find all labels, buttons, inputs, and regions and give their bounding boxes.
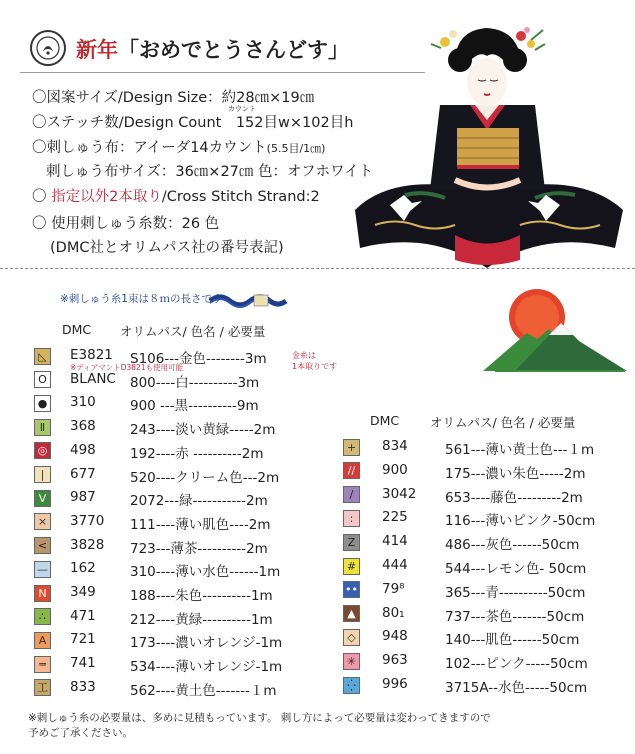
strand-line (32, 185, 320, 206)
fabric-size: 刺しゅう布サイズ：36㎝×27㎝ 色：オフホワイト (46, 164, 374, 180)
dmc-number: 80₁ (382, 604, 405, 621)
color-key-row (34, 464, 370, 486)
color-symbol-icon: ◎ (34, 442, 51, 459)
color-key-row (343, 603, 635, 625)
footer-line-2: 予めご了承ください。 (28, 727, 133, 739)
footer-note (28, 711, 491, 741)
thread-description: 534----薄いオレンジ-1m (130, 659, 283, 676)
dmc-number: 349 (70, 584, 96, 600)
dmc-number: 310 (70, 394, 96, 411)
thread-description: 486---灰色------50cm (445, 537, 580, 554)
dmc-number: 225 (382, 509, 408, 526)
thread-description: S106---金色--------3m (130, 351, 267, 367)
thread-description: 116---薄いピンク-50cm (445, 513, 596, 530)
color-key-row (34, 629, 370, 651)
color-key-row (343, 579, 635, 601)
color-symbol-icon: // (343, 462, 360, 479)
color-symbol-icon: V (34, 490, 51, 507)
color-key-row (343, 626, 635, 648)
dmc-number: 79⁸ (382, 580, 405, 597)
dmc-number: 498 (70, 441, 96, 458)
color-key-row (34, 345, 370, 372)
color-key-row (34, 582, 370, 604)
thread-description: 175---濃い朱色-----2m (445, 465, 586, 482)
thread-description: 723---薄茶----------2m (130, 540, 268, 557)
dmc-number: BLANC (70, 370, 116, 387)
color-symbol-icon: 工 (34, 679, 51, 696)
thread-description: 561---薄い黄土色---１m (445, 442, 595, 458)
color-symbol-icon: # (343, 558, 360, 575)
dmc-number: 741 (70, 655, 96, 672)
color-key-row (34, 487, 370, 509)
color-key-row (34, 511, 370, 533)
strand-prefix: 〇 (32, 189, 52, 205)
color-key-row (343, 484, 635, 506)
color-key-row (34, 535, 370, 557)
thread-description: 2072---緑-----------2m (130, 493, 268, 510)
dmc-number: 444 (382, 557, 408, 573)
thread-description: 653----藤色---------2m (445, 489, 583, 506)
page-title (76, 34, 349, 64)
left-col-header-rest: オリムパス/ 色名 / 必要量 (120, 324, 266, 339)
color-key-row (343, 531, 635, 553)
count-ruby: カウント (228, 105, 256, 113)
dmc-number: 996 (382, 676, 408, 692)
dmc-number: 963 (382, 652, 408, 669)
fabric-line (32, 136, 325, 157)
color-symbol-icon: ∴ (34, 608, 51, 625)
color-symbol-icon: •• (343, 581, 360, 598)
color-key-row (343, 555, 635, 577)
dmc-number: 3042 (382, 485, 417, 502)
thread-description: 192----赤 ----------2m (130, 445, 264, 462)
gold-thread-note-line2: 1本取りです (292, 362, 338, 371)
dmc-number: 987 (70, 489, 96, 506)
color-symbol-icon: N (34, 585, 51, 602)
color-key-row (343, 436, 635, 458)
fabric-density: (5.5目/1㎝) (266, 142, 326, 155)
thread-skein-icon (208, 289, 288, 311)
color-key-row (343, 674, 635, 696)
gold-thread-note-line1: 金糸は (292, 351, 316, 360)
thread-description: 900 ---黒----------9m (130, 398, 259, 415)
dmc-number: 162 (70, 560, 96, 577)
color-symbol-icon: ✳ (343, 653, 360, 670)
color-symbol-icon: ◺ (34, 348, 51, 365)
dmc-number: 3770 (70, 512, 105, 529)
color-symbol-icon: — (34, 561, 51, 578)
thread-description: 188----朱色----------1m (130, 588, 273, 604)
title-accent: 新年 (76, 37, 118, 62)
thread-description: 102---ピンク-----50cm (445, 656, 588, 673)
color-symbol-icon: ▲ (343, 605, 360, 622)
color-key-row (34, 606, 370, 628)
color-symbol-icon: : (343, 510, 360, 527)
dmc-number: 833 (70, 678, 96, 695)
color-key-row (343, 650, 635, 672)
design-size: 〇図案サイズ/Design Size：約28㎝×19㎝ (32, 90, 315, 106)
thread-description: 173----濃いオレンジ-1m (130, 635, 283, 652)
thread-description: 544---レモン色- 50cm (445, 561, 587, 577)
color-symbol-icon: + (343, 439, 360, 456)
color-symbol-icon: O (34, 371, 51, 388)
thread-description: 562----黄土色-------１m (130, 682, 277, 699)
color-key-row (34, 416, 370, 438)
dmc-number: 677 (70, 465, 96, 482)
color-symbol-icon: ⁛ (343, 677, 360, 694)
thread-description: 212----黄緑----------1m (130, 611, 273, 628)
color-symbol-icon: × (34, 513, 51, 530)
brand-logo-icon (30, 30, 66, 66)
color-key-row (34, 392, 370, 414)
dmc-number: 368 (70, 418, 96, 435)
dmc-number: 900 (382, 461, 408, 478)
color-key-row (34, 369, 370, 391)
color-symbol-icon: Z (343, 534, 360, 551)
color-key-row (343, 507, 635, 529)
color-symbol-icon: Ⅱ (34, 419, 51, 436)
color-key-row (34, 653, 370, 675)
dmc-number: 471 (70, 607, 96, 624)
thread-description: 737---茶色-------50cm (445, 608, 585, 625)
right-col-header-dmc: DMC (370, 413, 400, 428)
color-symbol-icon: ◇ (343, 629, 360, 646)
strand-rest-text: /Cross Stitch Strand:2 (161, 189, 320, 205)
color-symbol-icon: A (34, 632, 51, 649)
color-key-row (34, 677, 370, 699)
color-symbol-icon: ═ (34, 656, 51, 673)
thread-substitute-note: ※ディアマントD3821も使用可能 (70, 363, 184, 372)
color-count: 〇 使用刺しゅう糸数：26 色 (32, 216, 220, 232)
color-key-row (34, 558, 370, 580)
section-divider (0, 268, 635, 269)
left-col-header-dmc: DMC (62, 322, 92, 337)
dmc-number: 948 (382, 628, 408, 645)
thread-description: 3715A--水色-----50cm (445, 680, 588, 696)
right-col-header-rest: オリムパス/ 色名 / 必要量 (430, 415, 576, 430)
thread-description: 243----淡い黄緑-----2m (130, 422, 276, 439)
dmc-number: E3821 (70, 347, 113, 363)
title-main: 「おめでとうさんどす」 (118, 37, 349, 62)
color-symbol-icon: ● (34, 395, 51, 412)
color-key-row (343, 460, 635, 482)
dmc-number: 721 (70, 631, 96, 648)
color-symbol-icon: / (343, 486, 360, 503)
thread-description: 111----薄い肌色----2m (130, 516, 271, 533)
thread-description: 800----白----------3m (130, 374, 260, 391)
footer-line-1: ※刺しゅう糸の必要量は、多めに見積もっています。 刺し方によって必要量は変わってきますので (28, 712, 491, 724)
color-symbol-icon: < (34, 537, 51, 554)
thread-description: 140---肌色------50cm (445, 632, 580, 649)
dmc-number: 414 (382, 533, 408, 550)
dmc-number: 3828 (70, 536, 105, 553)
dmc-number: 834 (382, 438, 408, 454)
color-count-note: (DMC社とオリムパス社の番号表記) (50, 240, 284, 256)
thread-description: 310----薄い水色------1m (130, 564, 281, 581)
color-key-row (34, 440, 370, 462)
thread-description: 520----クリーム色---2m (130, 469, 280, 486)
color-symbol-icon: | (34, 466, 51, 483)
fabric-type: 〇刺しゅう布：アイーダ14カウント (32, 140, 267, 156)
thread-description: 365---青----------50cm (445, 584, 586, 601)
strand-red-text: 指定以外2本取り (51, 189, 162, 205)
design-count: 〇ステッチ数/Design Count 152目w×102目h (32, 115, 354, 131)
geisha-illustration (345, 20, 630, 275)
thread-length-note: ※刺しゅう糸1束は８ｍの長さです (60, 293, 223, 305)
fuji-sunrise-illustration (475, 283, 635, 375)
